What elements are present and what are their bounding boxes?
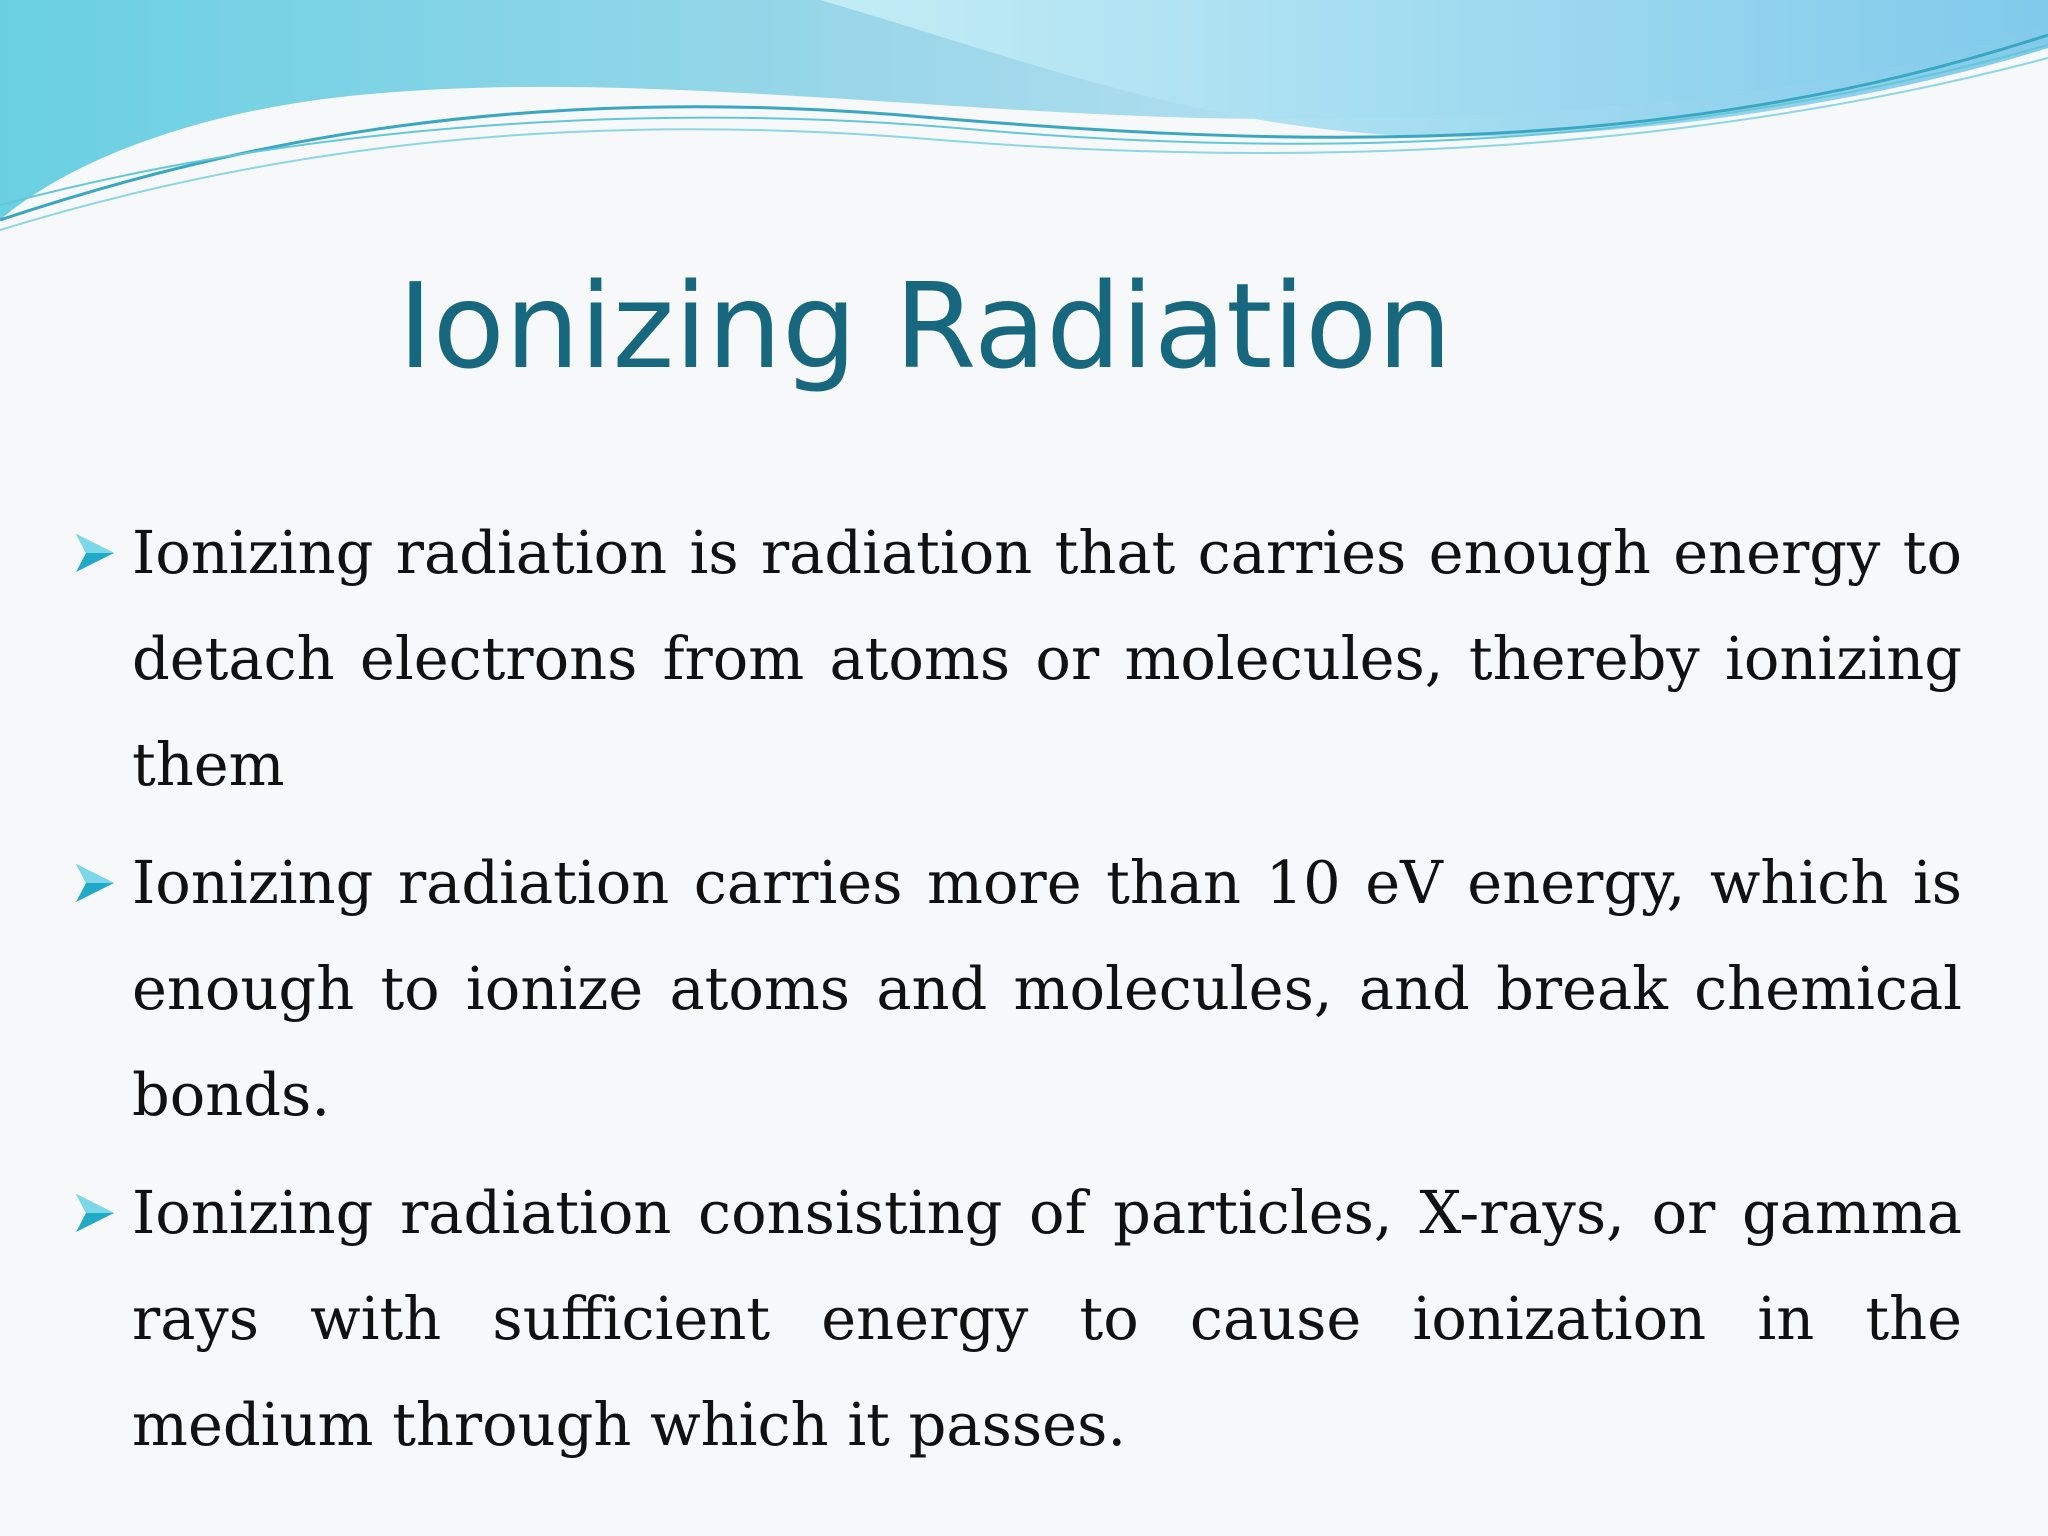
header-wave-decoration xyxy=(0,0,2048,240)
bullet-text: Ionizing radiation consisting of particles, X-rays, or gamma rays with sufficient energy to cause ionization in the medium through which it passes. xyxy=(132,1178,1962,1459)
bullet-list xyxy=(72,500,1962,1490)
bullet-item xyxy=(72,1160,1962,1478)
bullet-item xyxy=(72,500,1962,818)
arrow-bullet-icon xyxy=(72,860,118,906)
arrow-bullet-icon xyxy=(72,1190,118,1236)
arrow-bullet-icon xyxy=(72,530,118,576)
bullet-item xyxy=(72,830,1962,1148)
bullet-text: Ionizing radiation carries more than 10 eV energy, which is enough to ionize atoms and molecules, and break chemical bonds. xyxy=(132,848,1962,1129)
bullet-text: Ionizing radiation is radiation that carries enough energy to detach electrons from atoms or molecules, thereby ionizing them xyxy=(132,518,1962,799)
slide-title: Ionizing Radiation xyxy=(397,257,1453,395)
